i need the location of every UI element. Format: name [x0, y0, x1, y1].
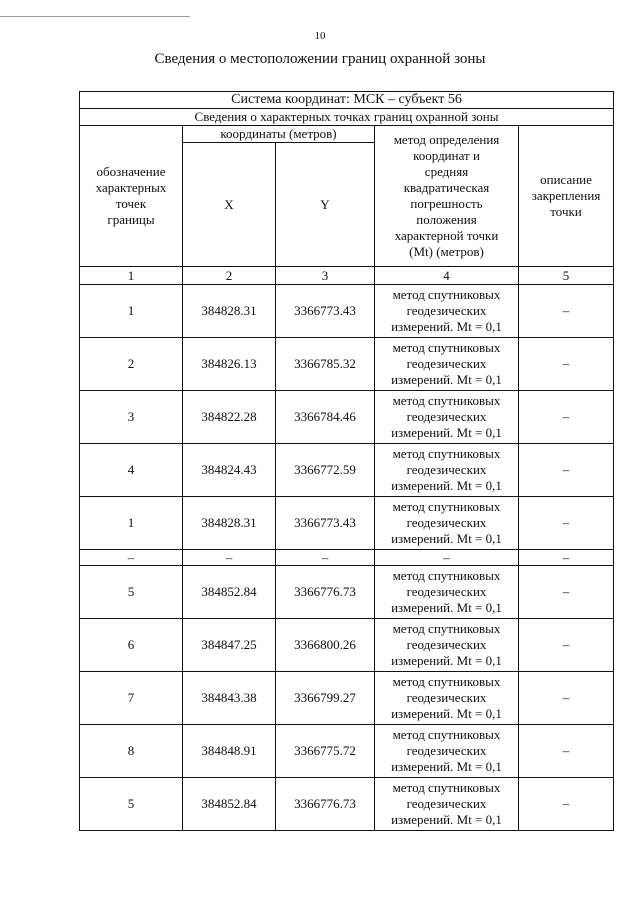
point-cell: 3: [80, 391, 183, 444]
x-cell: 384852.84: [183, 566, 276, 619]
x-cell: 384828.31: [183, 285, 276, 338]
method-header: [375, 126, 519, 267]
fixing-cell: –: [519, 550, 614, 566]
method-line: метод спутниковых: [392, 393, 501, 408]
table-row: [80, 566, 614, 619]
x-cell: 384822.28: [183, 391, 276, 444]
method-cell: [375, 672, 519, 725]
method-cell: [375, 619, 519, 672]
x-header: X: [183, 143, 276, 267]
document-title: Сведения о местоположении границ охранной зоны: [154, 51, 486, 67]
method-line: –: [443, 550, 450, 565]
header-line: обозначение: [96, 164, 166, 179]
header-line: точки: [550, 204, 582, 219]
page-number: 10: [314, 30, 326, 42]
table-row: [80, 338, 614, 391]
y-cell: 3366775.72: [276, 725, 375, 778]
header-line: квадратическая: [403, 180, 490, 195]
method-line: геодезических: [406, 303, 487, 318]
point-designation-header: [80, 126, 183, 267]
method-line: измерений. Mt = 0,1: [391, 531, 502, 546]
y-cell: 3366784.46: [276, 391, 375, 444]
column-number: 4: [375, 267, 519, 285]
system-header-row: [80, 92, 614, 109]
method-line: геодезических: [406, 584, 487, 599]
column-number: 5: [519, 267, 614, 285]
section-header: Сведения о характерных точках границ охранной зоны: [80, 109, 614, 126]
method-line: геодезических: [406, 690, 487, 705]
point-cell: 5: [80, 566, 183, 619]
y-cell: 3366785.32: [276, 338, 375, 391]
fixing-description-header: [519, 126, 614, 267]
y-cell: 3366773.43: [276, 497, 375, 550]
coordinates-header: координаты (метров): [183, 126, 375, 143]
table-row: [80, 497, 614, 550]
fixing-cell: –: [519, 391, 614, 444]
fixing-cell: –: [519, 672, 614, 725]
method-cell: [375, 391, 519, 444]
method-line: метод спутниковых: [392, 780, 501, 795]
point-cell: 1: [80, 285, 183, 338]
y-cell: 3366776.73: [276, 778, 375, 831]
column-number: 1: [80, 267, 183, 285]
method-line: измерений. Mt = 0,1: [391, 812, 502, 827]
method-line: измерений. Mt = 0,1: [391, 653, 502, 668]
top-rule: [0, 16, 190, 17]
header-line: положения: [416, 212, 477, 227]
table-row: [80, 285, 614, 338]
header-line: описание: [540, 172, 592, 187]
method-line: метод спутниковых: [392, 499, 501, 514]
method-line: метод спутниковых: [392, 287, 501, 302]
fixing-cell: –: [519, 566, 614, 619]
x-cell: 384826.13: [183, 338, 276, 391]
x-cell: 384847.25: [183, 619, 276, 672]
point-cell: 6: [80, 619, 183, 672]
y-header: Y: [276, 143, 375, 267]
point-cell: 5: [80, 778, 183, 831]
fixing-cell: –: [519, 338, 614, 391]
method-cell: [375, 566, 519, 619]
method-cell: [375, 778, 519, 831]
table-row: [80, 672, 614, 725]
x-cell: –: [183, 550, 276, 566]
method-cell: [375, 550, 519, 566]
y-cell: 3366776.73: [276, 566, 375, 619]
method-cell: [375, 725, 519, 778]
point-cell: 8: [80, 725, 183, 778]
fixing-cell: –: [519, 778, 614, 831]
header-line: погрешность: [410, 196, 483, 211]
method-line: геодезических: [406, 409, 487, 424]
method-line: измерений. Mt = 0,1: [391, 759, 502, 774]
point-cell: 7: [80, 672, 183, 725]
x-cell: 384848.91: [183, 725, 276, 778]
method-line: метод спутниковых: [392, 674, 501, 689]
method-line: геодезических: [406, 462, 487, 477]
method-line: измерений. Mt = 0,1: [391, 600, 502, 615]
column-numbers-row: [80, 267, 614, 285]
method-line: метод спутниковых: [392, 446, 501, 461]
header-line: метод определения: [393, 132, 500, 147]
coordinate-system-header: Система координат: МСК – субъект 56: [80, 92, 614, 109]
column-number: 3: [276, 267, 375, 285]
method-line: измерений. Mt = 0,1: [391, 425, 502, 440]
y-cell: 3366799.27: [276, 672, 375, 725]
table-row: [80, 391, 614, 444]
x-cell: 384843.38: [183, 672, 276, 725]
header-line: закрепления: [531, 188, 601, 203]
separator-row: [80, 550, 614, 566]
column-header-row: [80, 126, 614, 143]
section-header-row: [80, 109, 614, 126]
method-cell: [375, 497, 519, 550]
method-line: метод спутниковых: [392, 568, 501, 583]
method-line: метод спутниковых: [392, 727, 501, 742]
header-line: характерных: [95, 180, 167, 195]
header-line: координат и: [413, 148, 480, 163]
boundary-points-table: [79, 91, 614, 831]
header-line: средняя: [424, 164, 469, 179]
column-number: 2: [183, 267, 276, 285]
point-cell: 4: [80, 444, 183, 497]
method-line: измерений. Mt = 0,1: [391, 706, 502, 721]
table-row: [80, 444, 614, 497]
header-line: характерной точки: [394, 228, 499, 243]
x-cell: 384828.31: [183, 497, 276, 550]
method-line: геодезических: [406, 796, 487, 811]
fixing-cell: –: [519, 725, 614, 778]
method-line: измерений. Mt = 0,1: [391, 372, 502, 387]
header-line: (Mt) (метров): [409, 244, 484, 259]
y-cell: 3366773.43: [276, 285, 375, 338]
y-cell: 3366772.59: [276, 444, 375, 497]
table-row: [80, 619, 614, 672]
point-cell: 1: [80, 497, 183, 550]
method-line: геодезических: [406, 743, 487, 758]
method-cell: [375, 444, 519, 497]
method-line: измерений. Mt = 0,1: [391, 319, 502, 334]
fixing-cell: –: [519, 444, 614, 497]
method-line: геодезических: [406, 637, 487, 652]
method-cell: [375, 285, 519, 338]
fixing-cell: –: [519, 497, 614, 550]
y-cell: –: [276, 550, 375, 566]
method-line: измерений. Mt = 0,1: [391, 478, 502, 493]
point-cell: 2: [80, 338, 183, 391]
fixing-cell: –: [519, 619, 614, 672]
method-line: геодезических: [406, 515, 487, 530]
x-cell: 384824.43: [183, 444, 276, 497]
method-line: метод спутниковых: [392, 621, 501, 636]
y-cell: 3366800.26: [276, 619, 375, 672]
fixing-cell: –: [519, 285, 614, 338]
x-cell: 384852.84: [183, 778, 276, 831]
header-line: границы: [107, 212, 155, 227]
table-row: [80, 725, 614, 778]
table-row: [80, 778, 614, 831]
header-line: точек: [115, 196, 147, 211]
method-line: геодезических: [406, 356, 487, 371]
method-line: метод спутниковых: [392, 340, 501, 355]
method-cell: [375, 338, 519, 391]
point-cell: –: [80, 550, 183, 566]
